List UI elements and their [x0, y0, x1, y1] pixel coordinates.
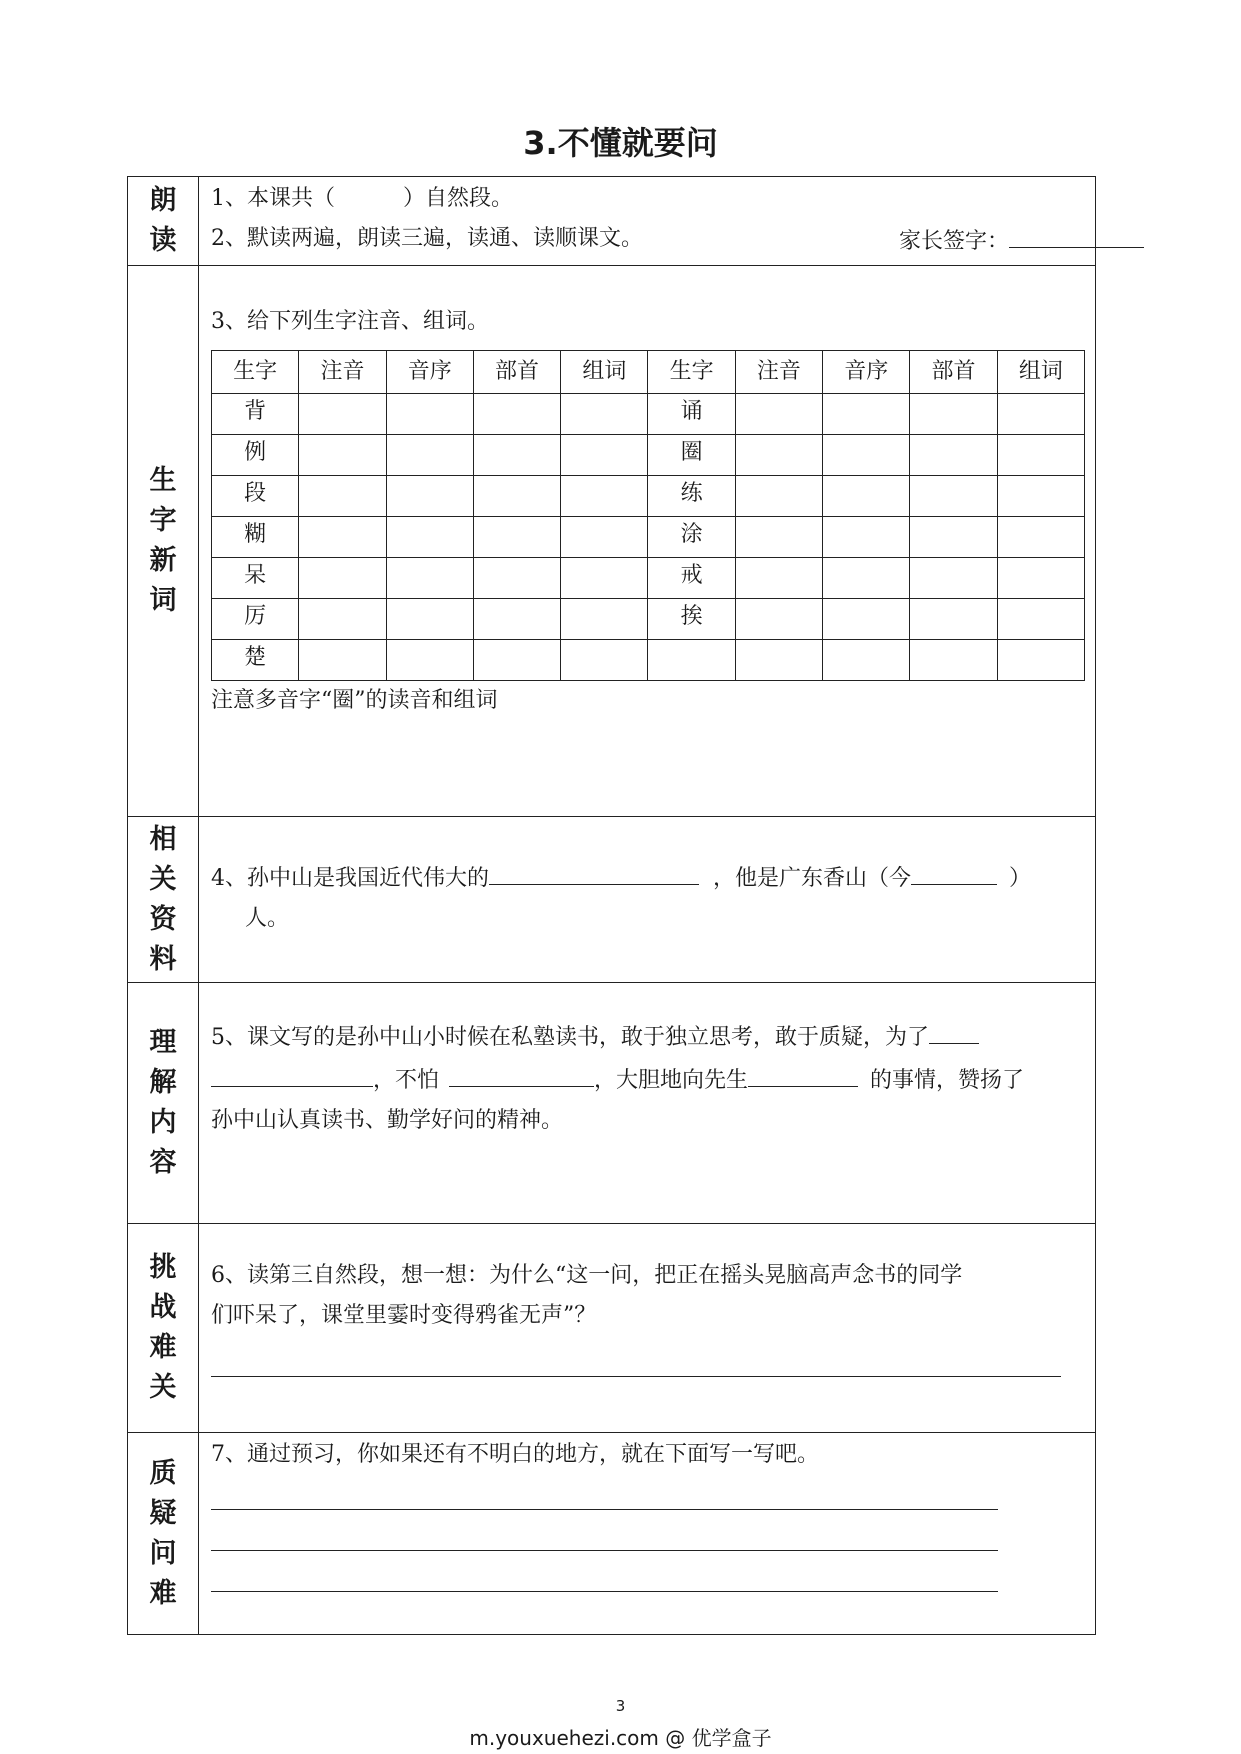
answer-cell[interactable] — [299, 517, 386, 558]
answer-cell[interactable] — [910, 435, 997, 476]
character-cell: 段 — [212, 476, 299, 517]
answer-line[interactable] — [211, 1475, 998, 1510]
table-row — [212, 599, 1085, 640]
answer-cell[interactable] — [997, 476, 1084, 517]
answer-cell[interactable] — [299, 599, 386, 640]
page-number: 3 — [615, 1697, 626, 1715]
answer-cell[interactable] — [997, 394, 1084, 435]
answer-cell[interactable] — [910, 558, 997, 599]
answer-cell[interactable] — [823, 394, 910, 435]
answer-cell[interactable] — [997, 640, 1084, 681]
section-label: 挑 战 难 关 — [128, 1224, 199, 1433]
character-cell: 圈 — [648, 435, 735, 476]
page-title: 3.不懂就要问 — [523, 124, 718, 162]
footer-url: m.youxuehezi.com @ 优学盒子 — [469, 1726, 772, 1750]
answer-cell[interactable] — [823, 476, 910, 517]
answer-cell[interactable] — [735, 476, 822, 517]
answer-cell[interactable] — [997, 599, 1084, 640]
question-7: 7、通过预习，你如果还有不明白的地方，就在下面写一写吧。 — [211, 1442, 819, 1467]
answer-cell[interactable] — [735, 517, 822, 558]
table-row — [212, 394, 1085, 435]
character-cell: 戒 — [648, 558, 735, 599]
fill-blank[interactable] — [911, 856, 997, 885]
signature-field[interactable] — [1009, 219, 1144, 248]
character-cell: 背 — [212, 394, 299, 435]
character-cell: 厉 — [212, 599, 299, 640]
answer-cell[interactable] — [299, 435, 386, 476]
fill-blank[interactable] — [929, 1015, 979, 1044]
column-header: 音序 — [386, 351, 473, 394]
answer-cell[interactable] — [473, 476, 560, 517]
column-header: 部首 — [473, 351, 560, 394]
table-row — [212, 517, 1085, 558]
table-row — [212, 476, 1085, 517]
answer-cell[interactable] — [735, 640, 822, 681]
character-cell: 例 — [212, 435, 299, 476]
character-cell: 呆 — [212, 558, 299, 599]
section-understanding: 理 解 内 容 5、课文写的是孙中山小时候在私塾读书，敢于独立思考，敢于质疑，为了 ，不怕 ，大胆地向先生 的事情，赞扬了 孙中山认真读书、勤学好问的精神。 — [128, 983, 1096, 1224]
character-cell: 诵 — [648, 394, 735, 435]
answer-cell[interactable] — [386, 640, 473, 681]
fill-blank[interactable] — [211, 1058, 373, 1087]
character-cell: 练 — [648, 476, 735, 517]
answer-cell[interactable] — [386, 394, 473, 435]
answer-cell[interactable] — [386, 599, 473, 640]
answer-cell[interactable] — [910, 599, 997, 640]
section-reading — [128, 177, 1096, 266]
table-row — [212, 640, 1085, 681]
section-challenge: 挑 战 难 关 6、读第三自然段，想一想：为什么“这一问，把正在摇头晃脑高声念书的同学 们吓呆了，课堂里霎时变得鸦雀无声”？ — [128, 1224, 1096, 1433]
question-1: 1、本课共（ ）自然段。 — [211, 186, 514, 211]
fill-blank[interactable] — [449, 1058, 594, 1087]
fill-blank[interactable] — [748, 1058, 858, 1087]
column-header: 音序 — [823, 351, 910, 394]
answer-cell[interactable] — [561, 394, 648, 435]
question-3: 3、给下列生字注音、组词。 — [211, 309, 489, 334]
character-table — [211, 350, 1085, 681]
column-header: 组词 — [561, 351, 648, 394]
character-cell: 楚 — [212, 640, 299, 681]
section-related: 相 关 资 料 4、孙中山是我国近代伟大的 ，他是广东香山（今 ） 人。 — [128, 817, 1096, 983]
parent-signature: 家长签字： — [899, 219, 1144, 262]
character-cell: 涂 — [648, 517, 735, 558]
column-header: 部首 — [910, 351, 997, 394]
table-row — [212, 558, 1085, 599]
answer-cell[interactable] — [997, 558, 1084, 599]
answer-cell[interactable] — [473, 435, 560, 476]
answer-cell[interactable] — [473, 599, 560, 640]
answer-cell[interactable] — [561, 599, 648, 640]
worksheet-table — [127, 176, 1096, 1635]
column-header: 生字 — [648, 351, 735, 394]
answer-cell[interactable] — [386, 517, 473, 558]
answer-cell[interactable] — [823, 435, 910, 476]
answer-cell[interactable] — [299, 476, 386, 517]
section-new-words — [128, 266, 1096, 817]
answer-cell[interactable] — [561, 476, 648, 517]
table-header-row — [212, 351, 1085, 394]
answer-line[interactable] — [211, 1336, 1061, 1377]
question-5: 5、课文写的是孙中山小时候在私塾读书，敢于独立思考，敢于质疑，为了 — [211, 1015, 1083, 1058]
answer-cell[interactable] — [735, 558, 822, 599]
answer-line[interactable] — [211, 1510, 998, 1551]
question-2: 2、默读两遍，朗读三遍，读通、读顺课文。 — [211, 226, 643, 251]
answer-cell[interactable] — [561, 435, 648, 476]
section-questions — [128, 1433, 1096, 1635]
answer-cell[interactable] — [735, 394, 822, 435]
answer-cell[interactable] — [473, 558, 560, 599]
answer-cell[interactable] — [386, 558, 473, 599]
answer-cell[interactable] — [386, 476, 473, 517]
answer-cell[interactable] — [910, 394, 997, 435]
answer-cell[interactable] — [910, 476, 997, 517]
fill-blank[interactable] — [489, 856, 699, 885]
character-cell — [648, 640, 735, 681]
answer-cell[interactable] — [299, 640, 386, 681]
answer-cell[interactable] — [735, 599, 822, 640]
answer-cell[interactable] — [386, 435, 473, 476]
column-header: 注音 — [735, 351, 822, 394]
column-header: 组词 — [997, 351, 1084, 394]
answer-cell[interactable] — [299, 558, 386, 599]
answer-cell[interactable] — [473, 394, 560, 435]
column-header: 注音 — [299, 351, 386, 394]
answer-cell[interactable] — [823, 558, 910, 599]
answer-cell[interactable] — [473, 640, 560, 681]
answer-line[interactable] — [211, 1551, 998, 1592]
answer-cell[interactable] — [823, 640, 910, 681]
section-label: 质 疑 问 难 — [128, 1433, 199, 1635]
character-cell: 糊 — [212, 517, 299, 558]
section-label: 理 解 内 容 — [128, 983, 199, 1224]
answer-cell[interactable] — [997, 517, 1084, 558]
answer-cell[interactable] — [823, 599, 910, 640]
section-label: 相 关 资 料 — [128, 817, 199, 983]
question-6: 6、读第三自然段，想一想：为什么“这一问，把正在摇头晃脑高声念书的同学 — [211, 1263, 963, 1288]
answer-cell[interactable] — [473, 517, 560, 558]
section-label: 朗 读 — [128, 177, 199, 266]
answer-cell[interactable] — [561, 558, 648, 599]
question-4: 4、孙中山是我国近代伟大的 ，他是广东香山（今 ） — [211, 856, 1083, 899]
table-row — [212, 435, 1085, 476]
answer-cell[interactable] — [910, 640, 997, 681]
answer-cell[interactable] — [299, 394, 386, 435]
answer-cell[interactable] — [997, 435, 1084, 476]
answer-cell[interactable] — [735, 435, 822, 476]
answer-cell[interactable] — [823, 517, 910, 558]
polyphone-note: 注意多音字“圈”的读音和组词 — [211, 688, 498, 713]
character-cell: 挨 — [648, 599, 735, 640]
section-label: 生 字 新 词 — [128, 266, 199, 817]
answer-cell[interactable] — [910, 517, 997, 558]
column-header: 生字 — [212, 351, 299, 394]
answer-cell[interactable] — [561, 640, 648, 681]
answer-cell[interactable] — [561, 517, 648, 558]
